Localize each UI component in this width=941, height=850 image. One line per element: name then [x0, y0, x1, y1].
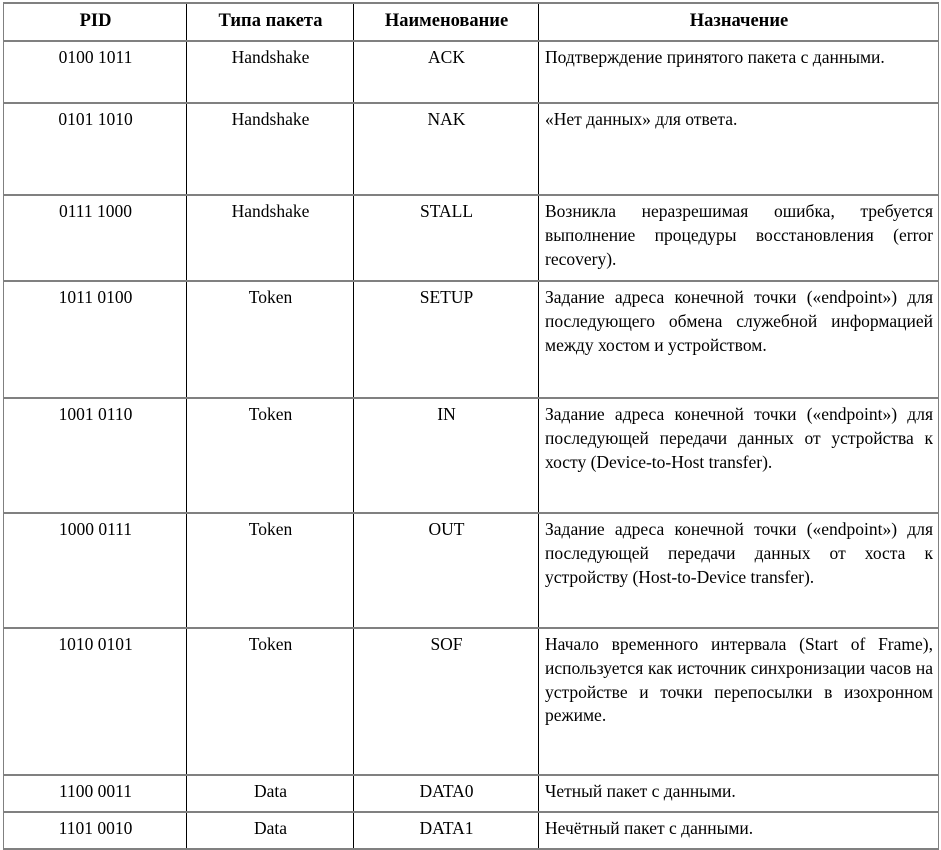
pid-table-container — [3, 2, 938, 850]
cell-pid: 0101 1010 — [4, 103, 187, 195]
cell-purpose: Возникла неразрешимая ошибка, требуется выполнение процедуры восстановления (error recovery). — [539, 195, 939, 281]
cell-designation: DATA0 — [354, 775, 539, 812]
cell-purpose: Начало временного интервала (Start of Frame), используется как источник синхронизации часов на устройстве и точки перепосылки в изохронном режиме. — [539, 628, 939, 775]
cell-designation: IN — [354, 398, 539, 513]
cell-packet-type: Token — [187, 281, 354, 398]
cell-purpose: Четный пакет с данными. — [539, 775, 939, 812]
cell-packet-type: Handshake — [187, 41, 354, 103]
cell-packet-type: Data — [187, 775, 354, 812]
cell-designation: ACK — [354, 41, 539, 103]
table-row — [4, 195, 939, 281]
column-header-pid: PID — [4, 3, 187, 41]
table-row — [4, 281, 939, 398]
cell-pid: 1000 0111 — [4, 513, 187, 628]
cell-pid: 1100 0011 — [4, 775, 187, 812]
cell-packet-type: Token — [187, 513, 354, 628]
cell-packet-type: Token — [187, 398, 354, 513]
cell-purpose: Задание адреса конечной точки («endpoint») для последующей передачи данных от устройства к хосту (Device-to-Host transfer). — [539, 398, 939, 513]
cell-pid: 0111 1000 — [4, 195, 187, 281]
cell-designation: NAK — [354, 103, 539, 195]
cell-pid: 1011 0100 — [4, 281, 187, 398]
cell-packet-type: Handshake — [187, 103, 354, 195]
table-row — [4, 41, 939, 103]
table-row — [4, 103, 939, 195]
cell-designation: SOF — [354, 628, 539, 775]
table-body — [4, 41, 939, 849]
column-header-purpose: Назначение — [539, 3, 939, 41]
table-row — [4, 513, 939, 628]
cell-designation: OUT — [354, 513, 539, 628]
cell-packet-type: Handshake — [187, 195, 354, 281]
cell-purpose: Задание адреса конечной точки («endpoint») для последующей передачи данных от хоста к устройству (Host-to-Device transfer). — [539, 513, 939, 628]
table-row — [4, 775, 939, 812]
table-header — [4, 3, 939, 41]
cell-purpose: Задание адреса конечной точки («endpoint») для последующего обмена служебной информацией между хостом и устройством. — [539, 281, 939, 398]
cell-pid: 0100 1011 — [4, 41, 187, 103]
column-header-designation: Наименование — [354, 3, 539, 41]
usb-pid-table — [3, 2, 939, 850]
table-row — [4, 398, 939, 513]
cell-purpose: Подтверждение принятого пакета с данными. — [539, 41, 939, 103]
cell-pid: 1010 0101 — [4, 628, 187, 775]
table-row — [4, 812, 939, 849]
cell-packet-type: Token — [187, 628, 354, 775]
cell-packet-type: Data — [187, 812, 354, 849]
cell-designation: STALL — [354, 195, 539, 281]
column-header-packet-type: Типа пакета — [187, 3, 354, 41]
table-header-row — [4, 3, 939, 41]
cell-designation: DATA1 — [354, 812, 539, 849]
cell-purpose: Нечётный пакет с данными. — [539, 812, 939, 849]
table-row — [4, 628, 939, 775]
cell-designation: SETUP — [354, 281, 539, 398]
cell-purpose: «Нет данных» для ответа. — [539, 103, 939, 195]
cell-pid: 1001 0110 — [4, 398, 187, 513]
cell-pid: 1101 0010 — [4, 812, 187, 849]
